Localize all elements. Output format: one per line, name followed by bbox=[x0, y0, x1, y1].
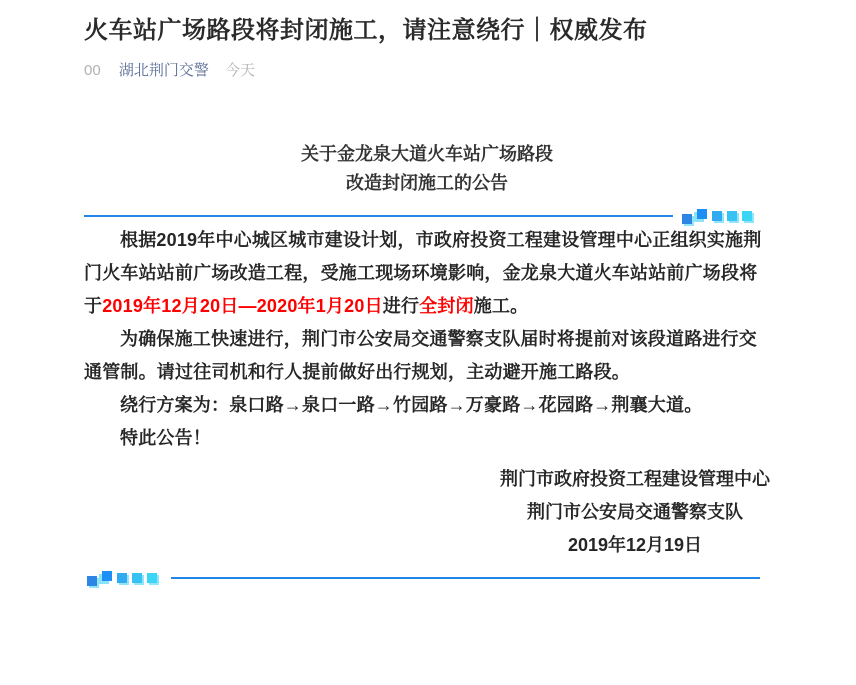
pixel-square-icon bbox=[147, 573, 157, 583]
paragraph-traffic-control: 为确保施工快速进行，荆门市公安局交通警察支队届时将提前对该段道路进行交通管制。请过往司机和行人提前做好出行规划，主动避开施工路段。 bbox=[84, 329, 757, 382]
pixel-square-icon bbox=[117, 573, 127, 583]
article-title: 火车站广场路段将封闭施工，请注意绕行｜权威发布 bbox=[84, 17, 648, 44]
p1-text-mid: 进行 bbox=[382, 296, 420, 316]
signature-org-2: 荆门市公安局交通警察支队 bbox=[527, 502, 743, 522]
notice-heading-line1: 关于金龙泉大道火车站广场路段 bbox=[301, 144, 553, 164]
p1-closure-dates: 2019年12月20日—2020年1月20日 bbox=[102, 296, 383, 316]
pixel-square-icon bbox=[132, 573, 142, 583]
notice-heading bbox=[84, 140, 770, 198]
pixel-square-icon bbox=[742, 211, 752, 221]
paragraph-construction-notice bbox=[84, 224, 770, 323]
notice-heading-line2: 改造封闭施工的公告 bbox=[346, 173, 508, 193]
blue-rule-line bbox=[171, 577, 760, 579]
pixel-square-icon bbox=[697, 209, 707, 219]
pixel-square-icon bbox=[102, 571, 112, 581]
pixel-square-icon bbox=[682, 214, 692, 224]
signature-block bbox=[84, 463, 770, 562]
p1-full-closure: 全封闭 bbox=[419, 296, 474, 316]
pixel-square-icon bbox=[712, 211, 722, 221]
pixel-squares-decoration bbox=[679, 211, 754, 221]
p1-text-end: 施工。 bbox=[473, 296, 529, 316]
pixel-square-icon bbox=[87, 576, 97, 586]
meta-prefix: 00 bbox=[84, 62, 101, 79]
blue-rule-line bbox=[84, 215, 673, 217]
account-name-link[interactable]: 湖北荆门交警 bbox=[118, 62, 209, 79]
top-divider bbox=[84, 208, 770, 224]
article-meta bbox=[84, 59, 770, 80]
bottom-divider bbox=[84, 570, 770, 586]
signature-org-1: 荆门市政府投资工程建设管理中心 bbox=[500, 469, 770, 489]
p1-text: 根据2019年中心城区城市建设计划，市政府投资工程建设管理中心正组织实施荆门火车站站前广场改造工程，受施工现场环境影响，金龙泉大道火车站站前广场段将于 bbox=[84, 230, 762, 316]
signature-date: 2019年12月19日 bbox=[567, 535, 703, 555]
publish-time: 今天 bbox=[225, 62, 256, 79]
pixel-square-icon bbox=[727, 211, 737, 221]
paragraph-detour-plan: 绕行方案为：泉口路→泉口一路→竹园路→万豪路→花园路→荆襄大道。 bbox=[120, 395, 703, 415]
pixel-squares-decoration bbox=[84, 573, 159, 583]
signature-inner bbox=[500, 463, 770, 562]
paragraph-announcement-closing: 特此公告！ bbox=[120, 428, 211, 448]
